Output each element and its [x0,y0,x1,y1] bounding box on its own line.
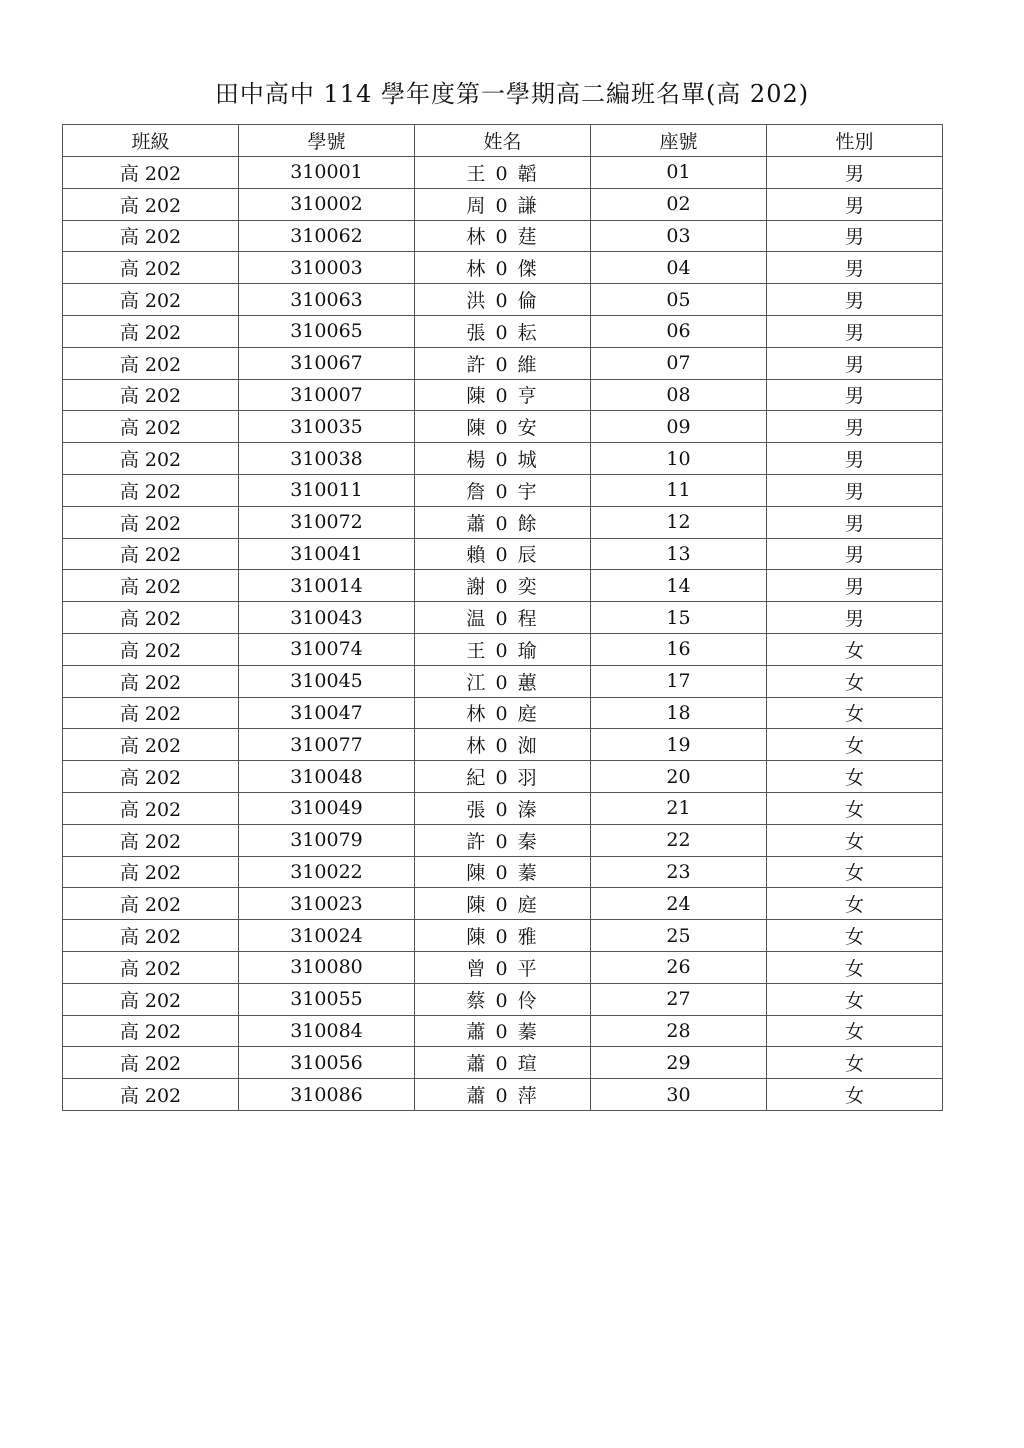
student-id-cell: 310072 [239,506,415,538]
gender-cell: 男 [767,284,943,316]
class-cell: 高 202 [63,633,239,665]
table-row [63,157,943,189]
student-id-cell: 310001 [239,157,415,189]
seat-number-cell: 24 [591,888,767,920]
name-cell: 林 0 莛 [415,220,591,252]
name-cell: 王 0 瑜 [415,633,591,665]
gender-cell: 男 [767,570,943,602]
student-id-cell: 310067 [239,347,415,379]
gender-cell: 男 [767,474,943,506]
seat-number-cell: 03 [591,220,767,252]
student-id-cell: 310047 [239,697,415,729]
gender-cell: 男 [767,252,943,284]
class-cell: 高 202 [63,920,239,952]
class-cell: 高 202 [63,1079,239,1111]
table-row [63,951,943,983]
seat-number-cell: 22 [591,824,767,856]
gender-cell: 女 [767,792,943,824]
seat-number-cell: 17 [591,665,767,697]
name-cell: 林 0 傑 [415,252,591,284]
class-cell: 高 202 [63,538,239,570]
column-header-name: 姓名 [415,125,591,157]
class-cell: 高 202 [63,347,239,379]
class-cell: 高 202 [63,474,239,506]
table-row [63,888,943,920]
student-id-cell: 310002 [239,188,415,220]
gender-cell: 男 [767,602,943,634]
class-cell: 高 202 [63,983,239,1015]
name-cell: 陳 0 亨 [415,379,591,411]
name-cell: 陳 0 蓁 [415,856,591,888]
seat-number-cell: 21 [591,792,767,824]
student-id-cell: 310038 [239,443,415,475]
table-row [63,188,943,220]
seat-number-cell: 26 [591,951,767,983]
name-cell: 紀 0 羽 [415,761,591,793]
class-cell: 高 202 [63,188,239,220]
gender-cell: 男 [767,443,943,475]
class-cell: 高 202 [63,315,239,347]
gender-cell: 女 [767,697,943,729]
name-cell: 江 0 蕙 [415,665,591,697]
gender-cell: 女 [767,888,943,920]
class-cell: 高 202 [63,602,239,634]
class-cell: 高 202 [63,1047,239,1079]
gender-cell: 女 [767,920,943,952]
table-row [63,506,943,538]
seat-number-cell: 19 [591,729,767,761]
name-cell: 陳 0 雅 [415,920,591,952]
student-id-cell: 310041 [239,538,415,570]
student-id-cell: 310035 [239,411,415,443]
student-id-cell: 310055 [239,983,415,1015]
seat-number-cell: 29 [591,1047,767,1079]
column-header-seat-number: 座號 [591,125,767,157]
seat-number-cell: 30 [591,1079,767,1111]
seat-number-cell: 20 [591,761,767,793]
gender-cell: 女 [767,1015,943,1047]
table-header-row [63,125,943,157]
table-row [63,220,943,252]
class-roster-table [62,124,943,1111]
name-cell: 賴 0 辰 [415,538,591,570]
table-body [63,157,943,1111]
table-row [63,1079,943,1111]
gender-cell: 男 [767,315,943,347]
seat-number-cell: 28 [591,1015,767,1047]
gender-cell: 女 [767,856,943,888]
name-cell: 王 0 韜 [415,157,591,189]
table-row [63,1015,943,1047]
student-id-cell: 310080 [239,951,415,983]
seat-number-cell: 09 [591,411,767,443]
table-row [63,792,943,824]
seat-number-cell: 16 [591,633,767,665]
table-row [63,983,943,1015]
class-cell: 高 202 [63,888,239,920]
name-cell: 蕭 0 餘 [415,506,591,538]
name-cell: 曾 0 平 [415,951,591,983]
name-cell: 張 0 溱 [415,792,591,824]
class-cell: 高 202 [63,220,239,252]
table-row [63,284,943,316]
student-id-cell: 310086 [239,1079,415,1111]
student-id-cell: 310007 [239,379,415,411]
seat-number-cell: 14 [591,570,767,602]
student-id-cell: 310023 [239,888,415,920]
seat-number-cell: 25 [591,920,767,952]
gender-cell: 女 [767,1047,943,1079]
name-cell: 詹 0 宇 [415,474,591,506]
seat-number-cell: 15 [591,602,767,634]
student-id-cell: 310063 [239,284,415,316]
student-id-cell: 310043 [239,602,415,634]
student-id-cell: 310048 [239,761,415,793]
table-row [63,570,943,602]
table-row [63,697,943,729]
class-cell: 高 202 [63,506,239,538]
name-cell: 蕭 0 蓁 [415,1015,591,1047]
column-header-student-id: 學號 [239,125,415,157]
gender-cell: 女 [767,951,943,983]
gender-cell: 男 [767,347,943,379]
name-cell: 蕭 0 瑄 [415,1047,591,1079]
student-id-cell: 310011 [239,474,415,506]
class-cell: 高 202 [63,252,239,284]
table-row [63,538,943,570]
gender-cell: 女 [767,1079,943,1111]
class-cell: 高 202 [63,665,239,697]
seat-number-cell: 11 [591,474,767,506]
table-row [63,379,943,411]
table-row [63,729,943,761]
class-cell: 高 202 [63,284,239,316]
table-row [63,633,943,665]
gender-cell: 女 [767,633,943,665]
class-cell: 高 202 [63,729,239,761]
gender-cell: 男 [767,379,943,411]
class-cell: 高 202 [63,824,239,856]
student-id-cell: 310003 [239,252,415,284]
name-cell: 謝 0 奕 [415,570,591,602]
class-cell: 高 202 [63,570,239,602]
name-cell: 陳 0 安 [415,411,591,443]
student-id-cell: 310079 [239,824,415,856]
student-id-cell: 310024 [239,920,415,952]
seat-number-cell: 05 [591,284,767,316]
table-row [63,761,943,793]
column-header-gender: 性別 [767,125,943,157]
seat-number-cell: 12 [591,506,767,538]
seat-number-cell: 02 [591,188,767,220]
student-id-cell: 310045 [239,665,415,697]
seat-number-cell: 07 [591,347,767,379]
name-cell: 蔡 0 伶 [415,983,591,1015]
table-row [63,1047,943,1079]
class-cell: 高 202 [63,792,239,824]
gender-cell: 男 [767,157,943,189]
table-row [63,920,943,952]
table-row [63,665,943,697]
gender-cell: 女 [767,824,943,856]
table-row [63,252,943,284]
class-cell: 高 202 [63,379,239,411]
student-id-cell: 310077 [239,729,415,761]
class-cell: 高 202 [63,157,239,189]
class-cell: 高 202 [63,411,239,443]
name-cell: 許 0 秦 [415,824,591,856]
class-cell: 高 202 [63,1015,239,1047]
name-cell: 蕭 0 萍 [415,1079,591,1111]
gender-cell: 男 [767,538,943,570]
table-row [63,411,943,443]
name-cell: 温 0 程 [415,602,591,634]
table-row [63,474,943,506]
seat-number-cell: 23 [591,856,767,888]
student-id-cell: 310022 [239,856,415,888]
student-id-cell: 310084 [239,1015,415,1047]
student-id-cell: 310056 [239,1047,415,1079]
seat-number-cell: 18 [591,697,767,729]
table-row [63,824,943,856]
seat-number-cell: 27 [591,983,767,1015]
name-cell: 周 0 謙 [415,188,591,220]
gender-cell: 男 [767,411,943,443]
name-cell: 洪 0 倫 [415,284,591,316]
seat-number-cell: 06 [591,315,767,347]
student-id-cell: 310065 [239,315,415,347]
column-header-class: 班級 [63,125,239,157]
name-cell: 陳 0 庭 [415,888,591,920]
gender-cell: 女 [767,665,943,697]
table-row [63,602,943,634]
class-cell: 高 202 [63,697,239,729]
class-cell: 高 202 [63,443,239,475]
class-cell: 高 202 [63,951,239,983]
class-cell: 高 202 [63,856,239,888]
gender-cell: 男 [767,220,943,252]
gender-cell: 男 [767,506,943,538]
seat-number-cell: 08 [591,379,767,411]
name-cell: 林 0 洳 [415,729,591,761]
table-row [63,347,943,379]
gender-cell: 女 [767,729,943,761]
seat-number-cell: 01 [591,157,767,189]
name-cell: 張 0 耘 [415,315,591,347]
seat-number-cell: 04 [591,252,767,284]
class-cell: 高 202 [63,761,239,793]
gender-cell: 男 [767,188,943,220]
page-title: 田中高中 114 學年度第一學期高二編班名單(高 202) [214,80,810,108]
gender-cell: 女 [767,761,943,793]
gender-cell: 女 [767,983,943,1015]
student-id-cell: 310074 [239,633,415,665]
table-row [63,443,943,475]
table-row [63,856,943,888]
name-cell: 許 0 維 [415,347,591,379]
student-id-cell: 310049 [239,792,415,824]
name-cell: 林 0 庭 [415,697,591,729]
seat-number-cell: 13 [591,538,767,570]
student-id-cell: 310014 [239,570,415,602]
student-id-cell: 310062 [239,220,415,252]
table-row [63,315,943,347]
name-cell: 楊 0 城 [415,443,591,475]
seat-number-cell: 10 [591,443,767,475]
